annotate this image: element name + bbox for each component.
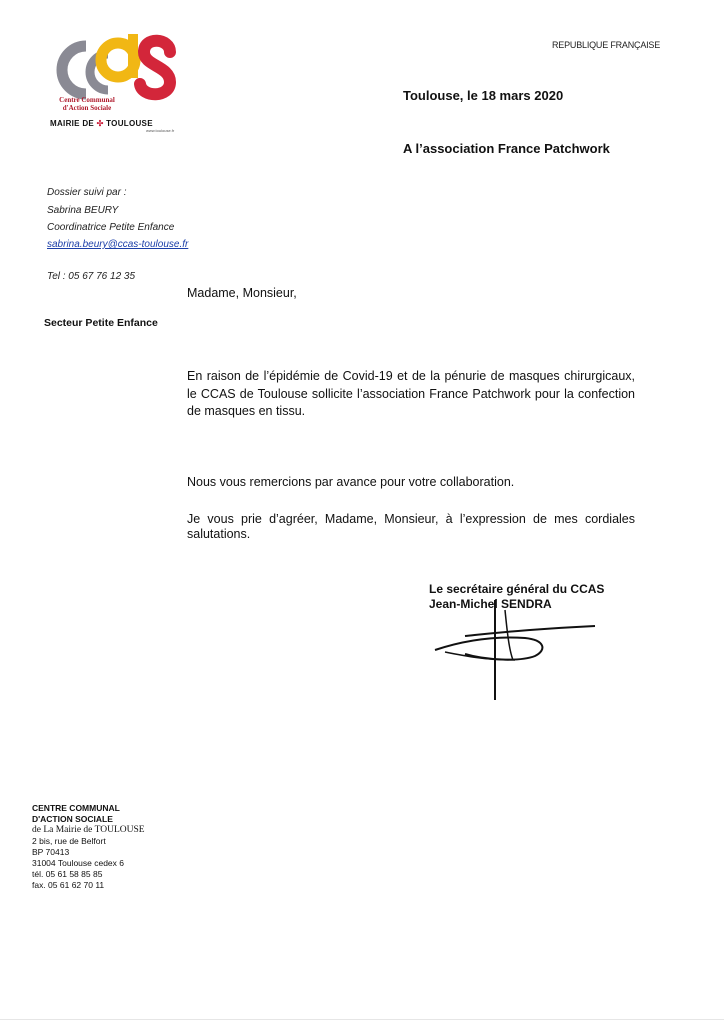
logo-caption <box>52 96 122 112</box>
footer-line5: BP 70413 <box>32 847 70 857</box>
letter-date: Toulouse, le 18 mars 2020 <box>403 88 564 103</box>
mairie-prefix: MAIRIE DE <box>50 119 95 128</box>
logo-caption-line2: d'Action Sociale <box>62 104 112 112</box>
footer-line2: D'ACTION SOCIALE <box>32 814 113 824</box>
contact-role: Coordinatrice Petite Enfance <box>47 222 175 233</box>
footer-address <box>32 803 145 891</box>
ccas-logo <box>46 16 176 136</box>
logo-mairie <box>50 119 153 128</box>
paragraph-3: Je vous prie d’agréer, Madame, Monsieur, à l’expression de mes cordiales salutations. <box>187 512 635 541</box>
logo-url: www.toulouse.fr <box>146 128 175 133</box>
contact-email-link[interactable]: sabrina.beury@ccas-toulouse.fr <box>47 239 189 250</box>
signatory-name: Jean-Michel SENDRA <box>429 597 552 611</box>
logo-letter-c-grey-1 <box>62 46 86 94</box>
footer-line4: 2 bis, rue de Belfort <box>32 836 106 846</box>
contact-name: Sabrina BEURY <box>47 205 119 216</box>
footer-line8: fax. 05 61 62 70 11 <box>32 880 105 890</box>
contact-tel: Tel : 05 67 76 12 35 <box>47 271 136 282</box>
paragraph-2: Nous vous remercions par avance pour votre collaboration. <box>187 475 515 489</box>
logo-letter-s-red <box>140 41 170 95</box>
footer-line1: CENTRE COMMUNAL <box>32 803 120 813</box>
toulouse-cross-icon: ✣ <box>96 119 104 128</box>
signatory-title: Le secrétaire général du CCAS <box>429 582 605 596</box>
footer-line7: tél. 05 61 58 85 85 <box>32 869 103 879</box>
handwritten-signature <box>425 590 605 710</box>
salutation: Madame, Monsieur, <box>187 286 297 300</box>
republique-francaise: REPUBLIQUE FRANÇAISE <box>552 40 661 50</box>
paragraph-1: En raison de l’épidémie de Covid-19 et de la pénurie de masques chirurgicaux, le CCAS de Toulouse sollicite l’association France Patchwork pour la confection de masques en tissu. <box>187 369 635 418</box>
secteur-label: Secteur Petite Enfance <box>44 317 158 329</box>
footer-line3: de La Mairie de TOULOUSE <box>32 825 145 835</box>
footer-line6: 31004 Toulouse cedex 6 <box>32 858 125 868</box>
mairie-city: TOULOUSE <box>106 119 153 128</box>
dossier-label: Dossier suivi par : <box>47 187 127 198</box>
logo-caption-line1: Centre Communal <box>59 96 115 104</box>
letter-addressee: A l’association France Patchwork <box>403 141 610 156</box>
scan-edge-divider <box>0 1019 724 1020</box>
